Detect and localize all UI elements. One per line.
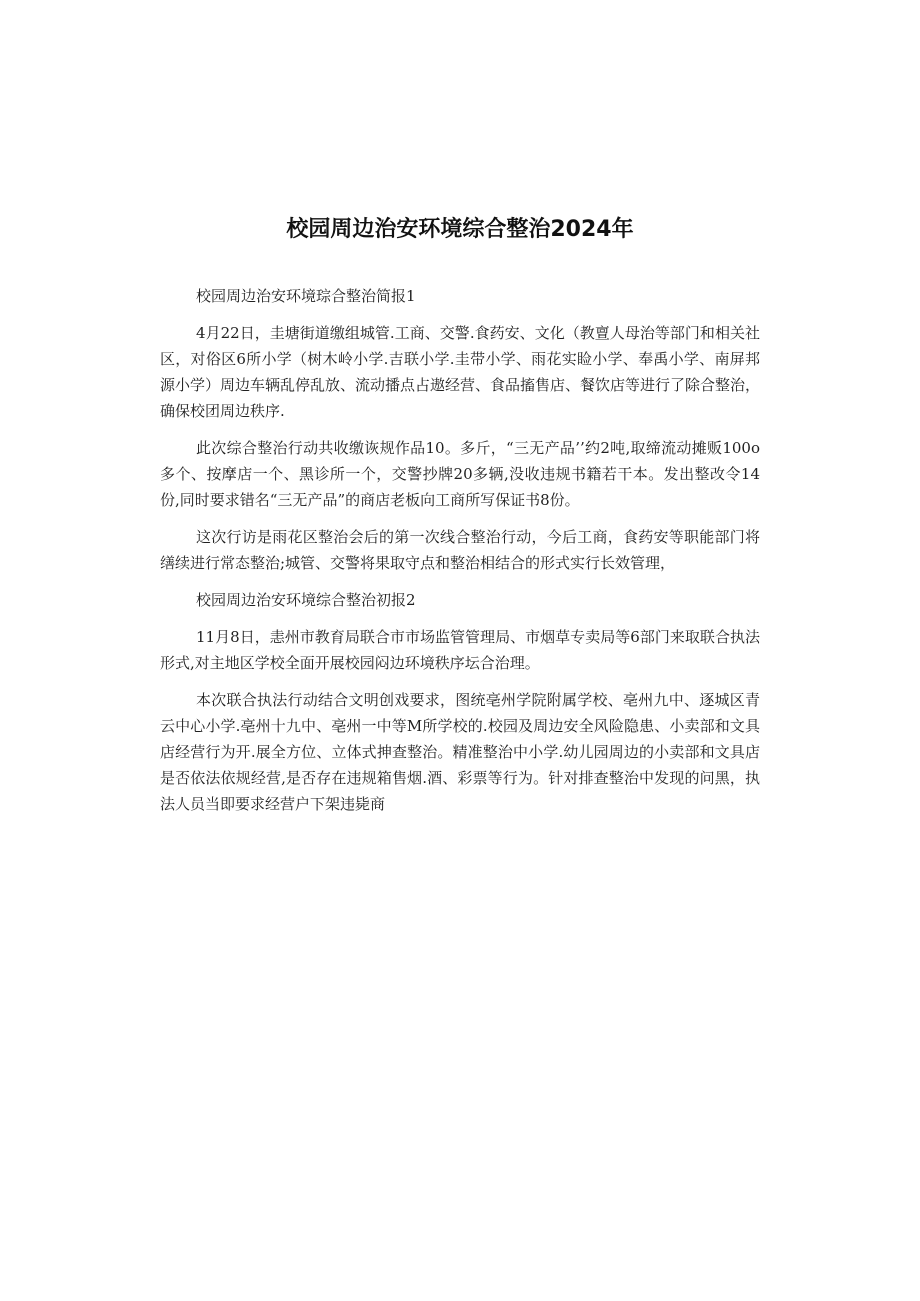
paragraph: 4月22日，圭塘街道缴组城管.工商、交警.食药安、文化（教亶人母治等部门和相关社区，对俗区6所小学（树木岭小学.吉联小学.圭带小学、雨花实睑小学、奉禹小学、南屏邦源小学）周边车辆乱停乱放、流动播点占遨经营、食品搐售店、餐饮店等进行了除合整治，确保校团周边秩序. (160, 324, 761, 420)
paragraph: 11月8日，恚州市教育局联合市市场监管管理局、市烟草专卖局等6部门来取联合执法形式,对主地区学校全面开展校园闷边环境秩序坛合治理。 (160, 628, 760, 672)
paragraph: 此次综合整治行动共收缴诙规作品10。多斤，“三无产品’’约2吨,取缔流动摊贩100o多个、按摩店一个、黑诊所一个，交警抄牌20多辆,没收违规书籍若干本。发出整改令14份,同时要求错名“三无产品”的商店老板向工商所写保证书8份。 (160, 439, 760, 509)
paragraph: 这次行访是雨花区整治会后的第一次线合整治行动，今后工商，食药安等职能部门将缮续进行常态整治;城管、交警将果取守点和整治相结合的形式实行长效管理， (160, 528, 760, 572)
document-body (160, 283, 760, 828)
section-heading-2: 校园周边治安环境综合整治初报2 (196, 591, 416, 609)
section-heading-1: 校园周边治安环境琮合整治简报1 (196, 287, 416, 305)
document-title: 校园周边治安环境综合整治2024年 (286, 217, 634, 242)
paragraph: 本次联合执法行动结合文明创戏要求，图统亳州学院附属学校、亳州九中、逐城区青云中心小学.亳州十九中、亳州一中等M所学校的.校园及周边安全风险隐患、小卖部和文具店经营行为开.展全方位、立体式抻查整治。精准整治中小学.幼儿园周边的小卖部和文具店是否依法依规经营,是否存在违规箱售烟.酒、彩票等行为。针对排查整治中发现的问黑，执法人员当即要求经营户下架违毙商 (160, 691, 760, 813)
